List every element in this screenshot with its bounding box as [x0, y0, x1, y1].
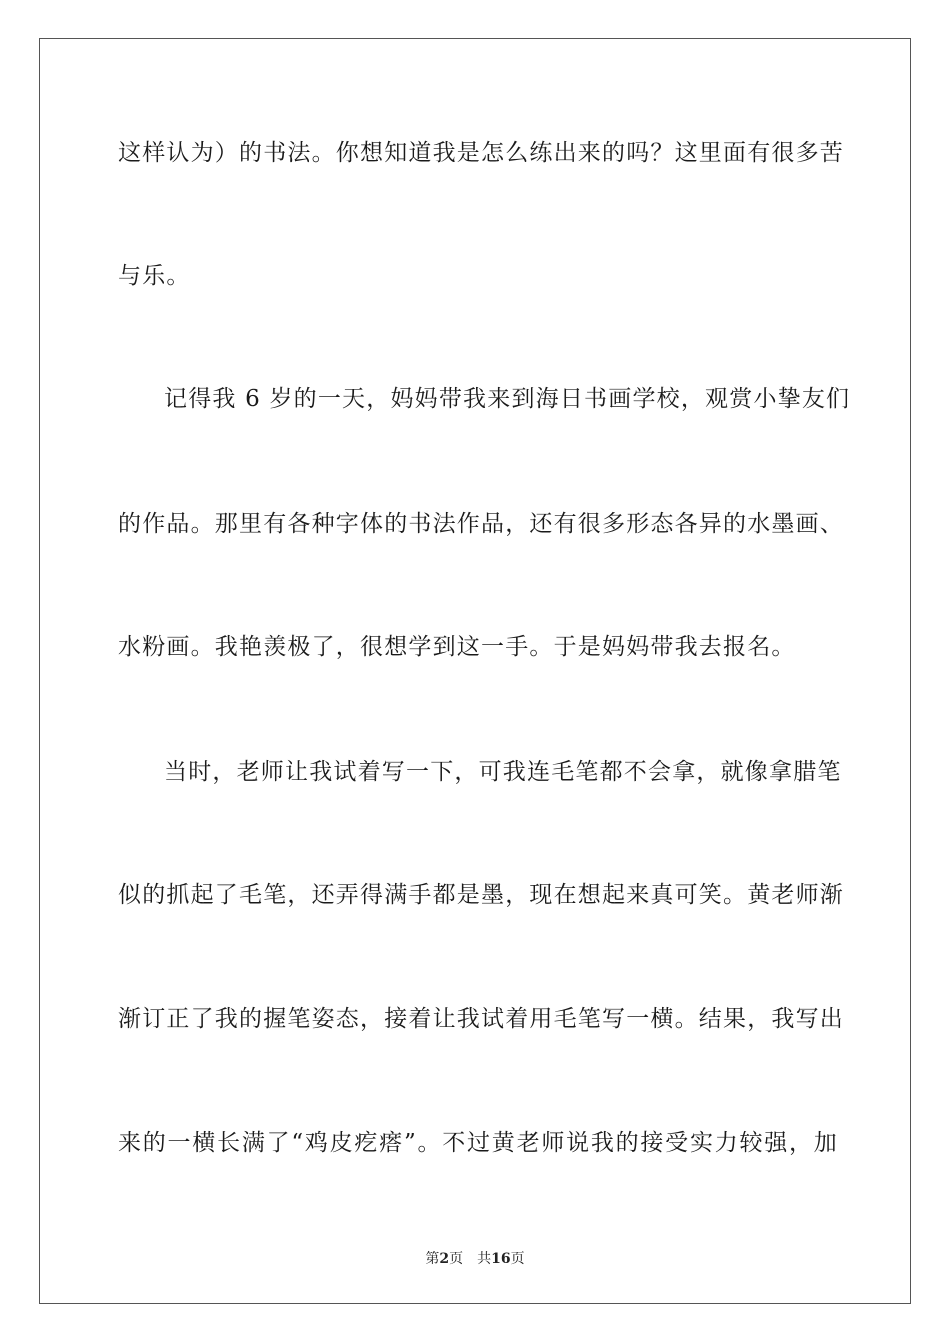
page-footer [0, 1250, 950, 1268]
text-line: 与乐。 [118, 263, 191, 289]
text-line: 似的抓起了毛笔，还弄得满手都是墨，现在想起来真可笑。黄老师渐 [118, 882, 844, 908]
page-label-suffix: 页 [449, 1251, 464, 1267]
page-frame [39, 38, 911, 1304]
total-page-number: 16 [491, 1251, 511, 1267]
total-label-suffix: 页 [510, 1251, 525, 1267]
text-line: 这样认为）的书法。你想知道我是怎么练出来的吗？这里面有很多苦 [118, 140, 844, 166]
text-line: 来的一横长满了“鸡皮疙瘩”。不过黄老师说我的接受实力较强，加 [118, 1130, 838, 1156]
current-page-number: 2 [439, 1251, 450, 1267]
page-label-prefix: 第 [425, 1251, 440, 1267]
text-line: 水粉画。我艳羡极了，很想学到这一手。于是妈妈带我去报名。 [118, 634, 796, 660]
text-line: 的作品。那里有各种字体的书法作品，还有很多形态各异的水墨画、 [118, 511, 844, 537]
text-line: 渐订正了我的握笔姿态，接着让我试着用毛笔写一横。结果，我写出 [118, 1006, 844, 1032]
text-line: 记得我 6 岁的一天，妈妈带我来到海日书画学校，观赏小挚友们 [164, 386, 851, 412]
text-line: 当时，老师让我试着写一下，可我连毛笔都不会拿，就像拿腊笔 [164, 759, 842, 785]
total-label-prefix: 共 [477, 1251, 492, 1267]
